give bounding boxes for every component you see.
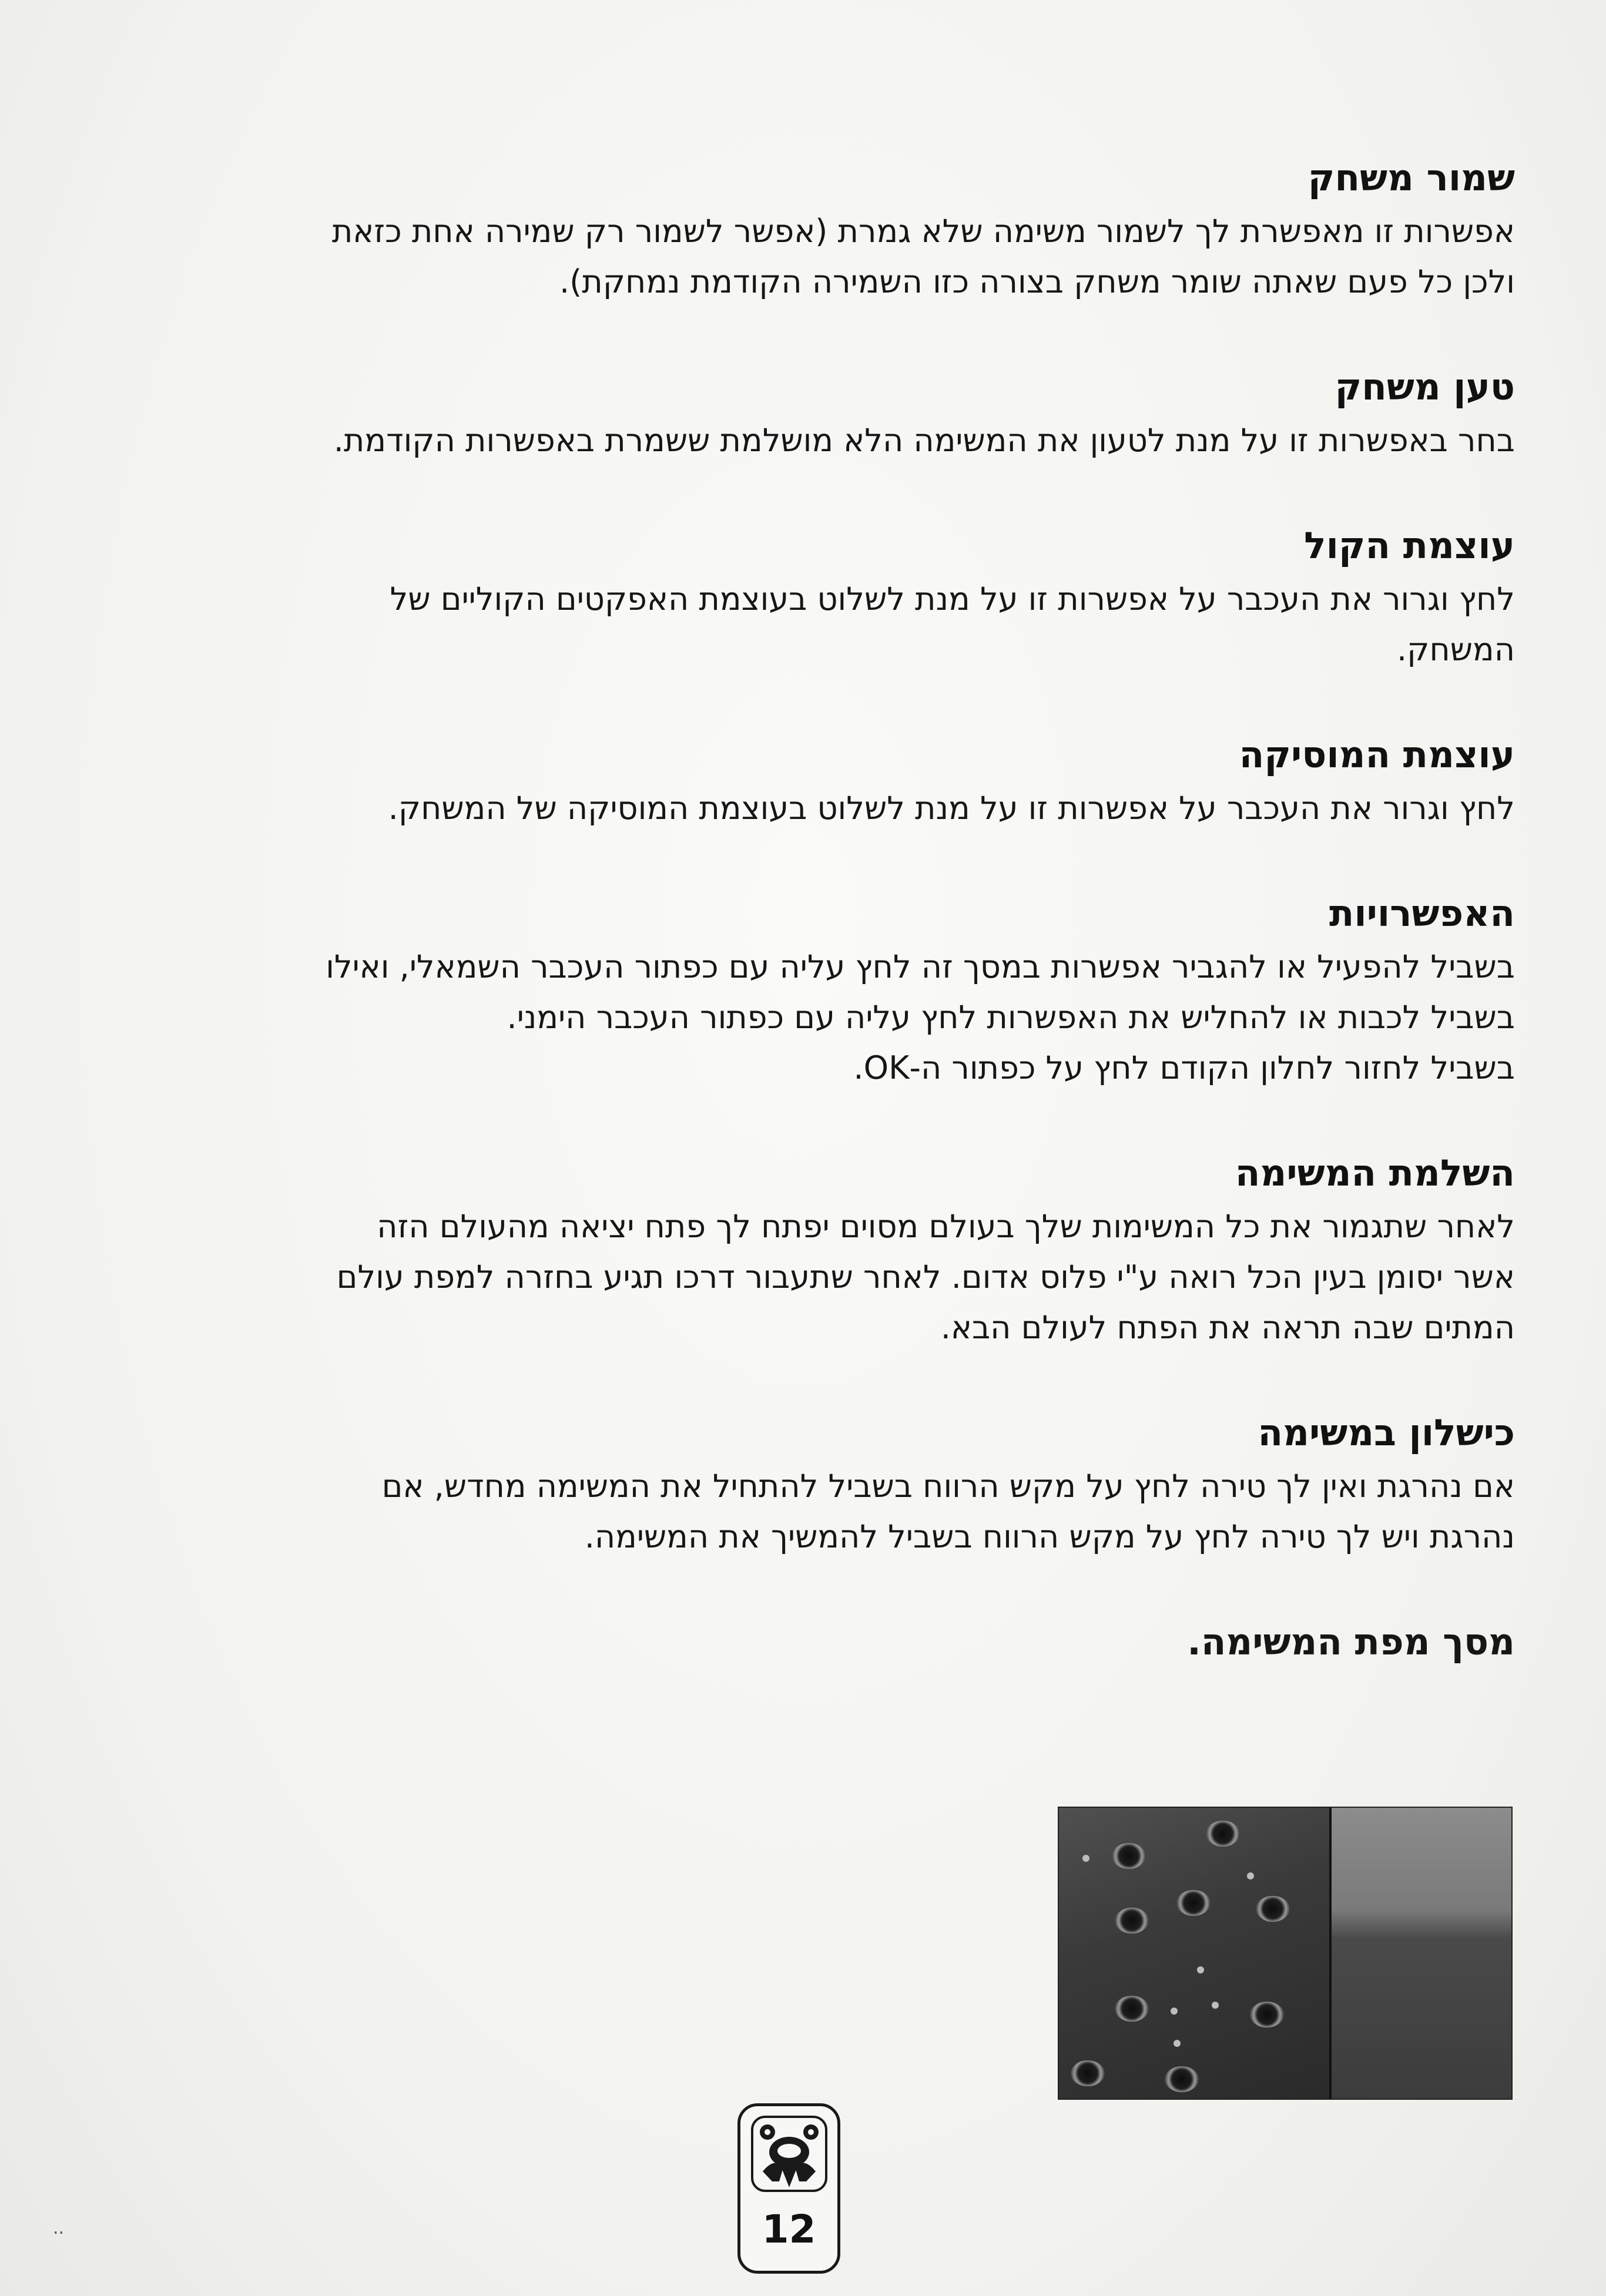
section-line: בחר באפשרות זו על מנת לטעון את המשימה הלא מושלמת ששמרת באפשרות הקודמת. (333, 422, 1515, 459)
map-dot (1171, 2008, 1178, 2015)
section-line: נהרגת ויש לך טירה לחץ על מקש הרווח בשביל להמשיך את המשימה. (584, 1518, 1515, 1555)
map-dot (1212, 2002, 1219, 2009)
section-heading: האפשרויות (1329, 892, 1515, 935)
map-nodes-panel (1059, 1808, 1332, 2099)
map-node (1206, 1821, 1240, 1847)
section-line: המשחק. (1397, 631, 1515, 668)
section-line: אשר יסומן בעין הכל רואה ע"י פלוס אדום. לאחר שתעבור דרכו תגיע בחזרה למפת עולם (336, 1258, 1515, 1295)
mission-map-screenshot (1058, 1807, 1513, 2100)
section-mission-complete (94, 1145, 1515, 1353)
section-options (94, 885, 1515, 1093)
stray-mark: .. (53, 2218, 65, 2238)
section-line: לחץ וגרור את העכבר על אפשרות זו על מנת לשלוט בעוצמת האפקטים הקוליים של (390, 580, 1515, 617)
section-save-game (94, 150, 1515, 307)
section-heading: עוצמת המוסיקה (1239, 733, 1515, 776)
section-line: אם נהרגת ואין לך טירה לחץ על מקש הרווח בשביל להתחיל את המשימה מחדש, אם (381, 1468, 1515, 1505)
page-content (94, 150, 1515, 1670)
section-heading: עוצמת הקול (1304, 524, 1515, 567)
map-screen-heading: מסך מפת המשימה. (1187, 1620, 1515, 1663)
section-line: בשביל לחזור לחלון הקודם לחץ על כפתור ה-OK. (853, 1049, 1515, 1086)
frog-logo (737, 2103, 840, 2274)
section-heading: שמור משחק (1307, 156, 1515, 199)
section-heading: כישלון במשימה (1258, 1411, 1515, 1454)
map-node (1071, 2060, 1105, 2086)
section-line: לחץ וגרור את העכבר על אפשרות זו על מנת לשלוט בעוצמת המוסיקה של המשחק. (388, 790, 1515, 827)
map-node (1115, 1908, 1149, 1934)
section-sound-volume (94, 518, 1515, 675)
section-line: בשביל להפעיל או להגביר אפשרות במסך זה לחץ עליה עם כפתור העכבר השמאלי, ואילו (326, 948, 1515, 985)
section-line: המתים שבה תראה את הפתח לעולם הבא. (940, 1309, 1515, 1346)
section-heading: השלמת המשימה (1235, 1152, 1515, 1194)
section-mission-failure (94, 1405, 1515, 1562)
section-load-game (94, 359, 1515, 466)
map-dot (1247, 1872, 1254, 1879)
map-dot (1082, 1855, 1089, 1862)
map-dot (1174, 2040, 1181, 2047)
section-music-volume (94, 727, 1515, 834)
section-line: לאחר שתגמור את כל המשימות שלך בעולם מסוים יפתח לך פתח יציאה מהעולם הזה (377, 1208, 1515, 1245)
map-dot (1197, 1966, 1204, 1973)
map-node (1256, 1896, 1290, 1922)
frog-logo-icon (751, 2116, 827, 2192)
page-number: 12 (762, 2207, 816, 2252)
section-heading: טען משחק (1335, 365, 1515, 408)
map-node (1115, 1996, 1149, 2022)
map-node (1165, 2066, 1199, 2092)
section-line: בשביל לכבות או להחליש את האפשרות לחץ עליה עם כפתור העכבר הימני. (507, 999, 1515, 1036)
map-node (1176, 1890, 1211, 1916)
map-node (1112, 1843, 1146, 1869)
map-node (1250, 2002, 1284, 2028)
section-line: ולכן כל פעם שאתה שומר משחק בצורה כזו השמירה הקודמת נמחקת). (559, 263, 1515, 300)
map-landscape-panel (1332, 1808, 1511, 2099)
section-line: אפשרות זו מאפשרת לך לשמור משימה שלא גמרת (אפשר לשמור רק שמירה אחת כזאת (331, 213, 1515, 250)
